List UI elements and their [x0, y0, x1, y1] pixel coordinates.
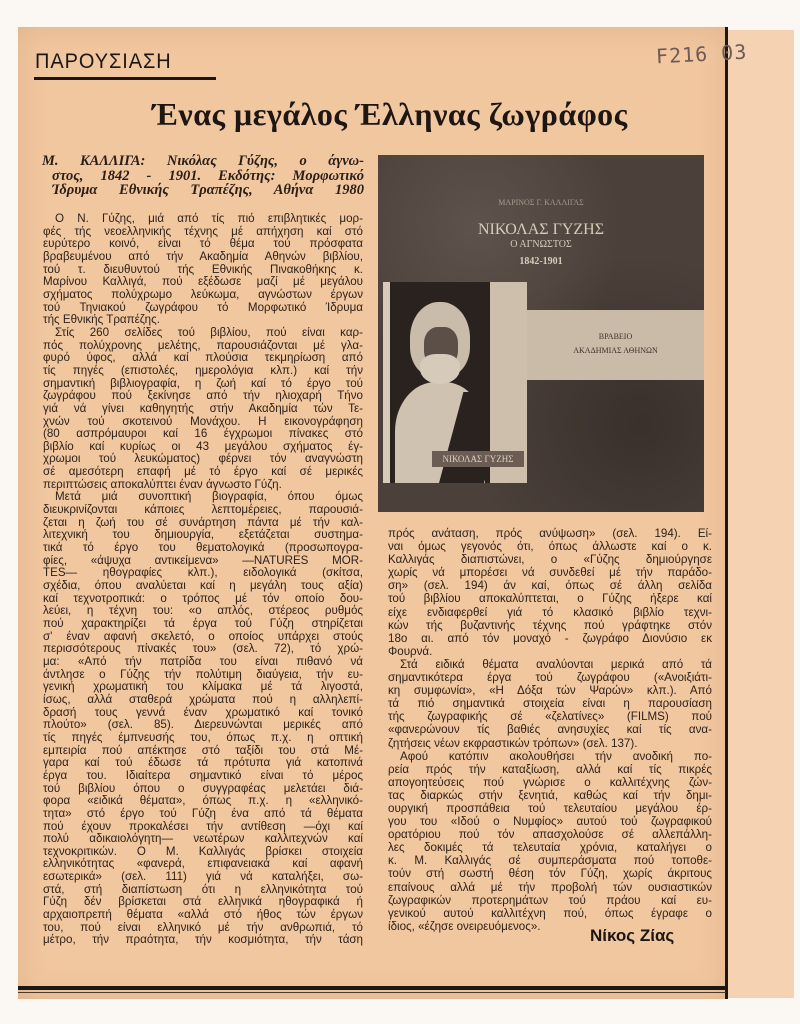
citation-line: Μ. ΚΑΛΛΙΓΑ: Νικόλας Γύζης, ο άγνω- — [42, 153, 364, 169]
text-line: 18ο αι. από τόν μοναχό - ζωγράφο Διονύσιο εκ — [388, 631, 712, 645]
text-line: τού βιβλίου όπου ο συγγραφέας μελετάει διά- — [43, 781, 363, 795]
text-line: σχήματος πολύχρωμο λεύκωμα, αγνώστων έργων — [43, 287, 363, 301]
text-line: ίδιος, «έζησε ονειρευόμενος». — [388, 919, 541, 933]
book-cover-photo — [378, 155, 704, 512]
text-line: σ' έναν αφανή σκελετό, ο οποίος υπάρχει στούς — [43, 629, 363, 643]
cover-band-horizontal — [527, 310, 704, 380]
article-title: Ένας μεγάλος Έλληνας ζωγράφος — [152, 96, 628, 132]
text-line: Μετά μιά συνοπτική βιογραφία, όπου όμως — [55, 490, 363, 504]
text-line: φές τής νεοελληνικής τέχνης μέ απήχηση καί στό — [43, 224, 363, 238]
section-label: ΠΑΡΟΥΣΙΑΣΗ — [35, 50, 172, 73]
text-line: γενικού αυτού καλλιτέχνη πού, όπως έγραφε ο — [388, 906, 712, 920]
bottom-rule — [18, 986, 726, 990]
text-line: σέ αμεσότερη επαφή μέ τό έργο καί σέ μερικές — [43, 465, 363, 479]
text-line: ση» (σελ. 194) άν καί, όπως σέ άλλη σελίδα — [388, 579, 712, 593]
text-line: μέτρο, τήν πραότητα, τήν κοσμιότητα, τήν τάση — [43, 933, 363, 947]
text-line: λιτεχνική του δημιουργία, εξετάζεται συστημα- — [43, 528, 363, 542]
text-line: «φανερώνουν τίς βαθιές ανησυχίες καί τίς ανα- — [388, 723, 712, 737]
text-line: τής Εθνικής Τραπέζης. — [43, 313, 160, 327]
text-line: λεύει, η τέχνη του: «ο απλός, στέρεος ρυθμός — [43, 604, 363, 618]
cover-subtitle: Ο ΑΓΝΩΣΤΟΣ — [510, 239, 572, 250]
text-line: γιά νά γίνει καθηγητής στήν Ακαδημία τών Τε- — [43, 401, 363, 415]
text-line: TES— ηθογραφίες κλπ.), ειδολογικά (σκίτσα, — [43, 566, 363, 580]
text-line: κη συμφωνία», «Η Δόξα τών Ψαρών» κλπ.). Από — [388, 684, 712, 698]
award-line-2: ΑΚΑΔΗΜΙΑΣ ΑΘΗΝΩΝ — [573, 346, 658, 355]
text-line: πλούτο» (σελ. 85). Διερευνώνται μερικές από — [43, 718, 363, 732]
book-citation — [42, 154, 364, 198]
text-line: γαρα καί τού έδωσε τά πρότυπα γιά κατοπινά — [43, 756, 363, 770]
text-line: άντλησε ο Γύζης τήν πολύτιμη διαύγεια, τήν ευ- — [43, 667, 363, 681]
paragraph — [43, 213, 363, 327]
text-line: ευρύτερο κοινό, είναι τό θέμα τού πρόσφατα — [43, 237, 363, 251]
text-line: ορατόριου πού τόν απασχολούσε σέ αλλεπάλλη- — [388, 828, 712, 842]
text-line: γου του «Ιδού ο Νυμφίος» αυτού τού ζωγραφικού — [388, 815, 712, 829]
text-line: τίς πηγές έμπνευσής του, όπως π.χ. η οπτική — [43, 730, 363, 744]
text-line: ζωγραφικών προτερημάτων τού πράου καί ευ- — [388, 893, 712, 907]
paragraph — [43, 327, 363, 492]
right-column-text — [388, 527, 712, 933]
text-line: εσωτερικά» (σελ. 111) γιά νά καταλήξει, σω- — [43, 870, 363, 884]
text-line: τά πιό σημαντικά στοιχεία είναι η παρουσίαση — [388, 697, 712, 711]
text-line: τικά τό έργο του θεματολογικά (προσωπογρα- — [43, 541, 363, 555]
text-line: καί τεχνοτροπικά: ο τρόπος μέ τόν οποίο δου- — [43, 591, 363, 605]
inset-book-label: ΝΙΚΟΛΑΣ ΓΥΖΗΣ — [432, 451, 524, 467]
author-signature: Νίκος Ζίας — [590, 926, 675, 945]
text-line: κ. Μ. Καλλιγάς σέ συμπεράσματα πού τοποθε- — [388, 854, 712, 868]
text-line: χωρίς νά μπορέσει νά συνδεθεί μέ τήν παράδο- — [388, 566, 712, 580]
text-line: Φουρνά. — [388, 644, 433, 658]
text-line: φίες, «άψυχα αντικείμενα» —NATURES MOR- — [43, 553, 363, 567]
text-line: βραβευμένου από τήν Ακαδημία Αθηνών βιβλίου, — [43, 249, 363, 263]
text-line: ζεται η ζωή του σέ συνάρτηση πάντα μέ τήν καλ- — [43, 515, 363, 529]
text-line: απογοητεύσεις πού γνώρισε ο καλλιτέχνης ζών- — [388, 775, 712, 789]
text-line: πού έχουν προκαλέσει τήν αντίθεση —όχι καί — [43, 819, 363, 833]
text-line: (80 ασπρόμαυροι καί 16 έγχρωμοι πίνακες στό — [43, 427, 363, 441]
text-line: αρχαιοπρεπή θέματα «αλλά στό ήθος τών έργων — [43, 908, 363, 922]
text-line: κών τής βυζαντινής τέχνης πού γράφτηκε στόν — [388, 618, 712, 632]
cover-years: 1842-1901 — [519, 256, 563, 267]
text-line: στά, στή διαπίστωση ότι η ελληνικότητα τού — [43, 882, 363, 896]
text-line: τής ζωγραφικής σέ «ζελατίνες» (FILMS) πού — [388, 710, 712, 724]
text-line: πρός ανάταση, πρός ανύψωση» (σελ. 194). Εί- — [388, 527, 712, 540]
text-line: χνών τού σκοτεινού Μονάχου. Η εικονογράφηση — [43, 414, 363, 428]
text-line: διευκρινίζονται κάποιες λεπτομέρειες, παρουσιά- — [43, 503, 363, 517]
text-line: Στά ειδικά θέματα αναλύονται μερικά από τά — [400, 657, 712, 671]
text-line: τού τ. διευθυντού τής Εθνικής Πινακοθήκης κ. — [43, 262, 363, 276]
text-line: Ο Ν. Γύζης, μιά από τίς πιό επιβλητικές μορ- — [55, 212, 363, 225]
section-underline — [34, 77, 216, 80]
paragraph — [388, 527, 712, 658]
text-line: τητα» στό έργο τού Γύζη ένα από τά θέματα — [43, 806, 363, 820]
text-line: τού βιβλίου αποκαλύπτεται, ο Γύζης ήξερε καί — [388, 592, 712, 606]
text-line: του, πού είναι ελληνικό μέ τήν ανθρωπιά, τό — [43, 920, 363, 934]
text-line: σχέδια, όπου αναλύεται καί η μεγάλη τους αξία) — [43, 579, 363, 593]
text-line: έργα του. Ιδιαίτερα σημαντικό είναι τό μέρος — [43, 768, 363, 782]
text-line: Γύζη δέν βρίσκεται στά ελληνικά ηθογραφικά ή — [43, 895, 363, 909]
award-line-1: ΒΡΑΒΕΙΟ — [598, 332, 633, 341]
text-line: χρωμοι τού λευκώματος) φέρνει τόν αναγνώστη — [43, 452, 363, 466]
cover-author: ΜΑΡΙΝΟΣ Γ. ΚΑΛΛΙΓΑΣ — [498, 198, 584, 207]
text-line: είχε ενδιαφερθεί γιά τό κλασικό βιβλίο τεχνι- — [388, 605, 712, 619]
text-line: εμπειρία πού απέκτησε στό ταξίδι του στά Μέ- — [43, 743, 363, 757]
text-line: Στίς 260 σελίδες τού βιβλίου, πού είναι καρ- — [55, 325, 363, 339]
paragraph — [388, 658, 712, 750]
handwritten-reference: F216 03 — [655, 39, 748, 69]
text-line: τας διαρκώς στήν ξενητιά, καθώς καί τήν δημι- — [388, 788, 712, 802]
text-line: λες δοκιμές τά τελευταία χρόνια, καταλήγει ο — [388, 841, 712, 855]
text-line: ζητήσεις νέων εκφραστικών τρόπων» (σελ. 137). — [388, 736, 638, 750]
cover-edge — [383, 282, 390, 483]
text-line: φορα «ειδικά θέματα», όπως π.χ. η «ελληνικό- — [43, 794, 363, 808]
text-line: σημαντική βιβλιογραφία, η ζωή καί τό έργο τού — [43, 376, 363, 390]
text-line: Καλλιγάς διαπιστώνει, ο «Γύζης δημιούργησε — [388, 553, 712, 567]
text-line: ουργική προσπάθεια τού τελευταίου μεγάλου έρ- — [388, 801, 712, 815]
text-line: ζωγράφου πού ξεκίνησε από τήν ηλιοχαρή Τήνο — [43, 389, 363, 403]
bottom-rule-thin — [18, 992, 726, 993]
text-line: πού χαρακτηρίζει τά έργα τού Γύζη στηρίζεται — [43, 617, 363, 630]
text-line: τούν στή σωστή θέση τόν Γύζη, χωρίς άκριτους — [388, 867, 712, 881]
text-line: πός πολύχρονης μελέτης, παρουσιάζονται μέ γλα- — [43, 338, 363, 352]
text-line: περιπτώσεις αποκαλύπτει έναν άγνωστο Γύζη. — [43, 477, 282, 491]
paragraph — [388, 750, 712, 933]
text-line: φυρό ύφος, αλλά καί πλούσια τεκμηρίωση από — [43, 351, 363, 365]
text-line: ναι όμως γεγονός ότι, όπως άλλωστε καί ο κ. — [388, 540, 712, 554]
text-line: τεχνοκριτικών. Ο Μ. Καλλιγάς βρίσκει στοιχεία — [43, 844, 363, 858]
text-line: τού Τηνιακού ζωγράφου τό Μορφωτικό Ίδρυμα — [43, 300, 363, 314]
clipping-margin-strip — [728, 30, 794, 998]
text-line: ίσως, αλλά σταθερά χρώματα πού η αλληλεπί- — [43, 692, 363, 706]
text-line: Αφού κατόπιν ακολουθήσει τήν ανοδική πο- — [400, 749, 712, 763]
text-line: βιβλίο καί κυρίως οι 43 μεγάλου σχήματος έγ- — [43, 439, 363, 453]
text-line: πολύ αδικαιολόγητη— νεωτέρων καλλιτεχνών καί — [43, 832, 363, 846]
text-line: επαίνους αλλά μέ τήν προβολή τών ουσιαστικών — [388, 880, 712, 894]
paragraph — [43, 491, 363, 947]
left-column-text — [43, 213, 363, 947]
text-line: ελληνικότητας «φανερά, επιφανειακά καί αφανή — [43, 857, 363, 871]
text-line: περισσότερους πίνακές του» (σελ. 72), τό χρώ- — [43, 642, 363, 656]
text-line: δρασή τους γεννά έναν χρωματικό καί τονικό — [43, 705, 363, 719]
text-line: μα: «Από τήν πατρίδα του είναι πιθανό νά — [43, 654, 363, 668]
text-line: τίς πηγές (επιστολές, ημερολόγια κλπ.) καί τήν — [43, 363, 363, 377]
citation-line: στος, 1842 - 1901. Εκδότης: Μορφωτικό — [52, 167, 364, 184]
text-line: γενική χρωματική του κλίμακα μέ τά λιγοστά, — [43, 680, 363, 694]
vertical-rule — [725, 27, 728, 999]
citation-line: Ίδρυμα Εθνικής Τραπέζης, Αθήνα 1980 — [52, 182, 364, 198]
cover-title: ΝΙΚΟΛΑΣ ΓΥΖΗΣ — [477, 221, 605, 238]
text-line: σημαντικότερα έργα τού ζωγράφου («Ανοιξιάτι- — [388, 671, 712, 685]
text-line: ρεία πρός τήν καταξίωση, αλλά καί τίς πικρές — [388, 762, 712, 776]
text-line: Μαρίνου Καλλιγά, πού εξέδωσε μαζί μέ μεγάλου — [43, 275, 363, 289]
